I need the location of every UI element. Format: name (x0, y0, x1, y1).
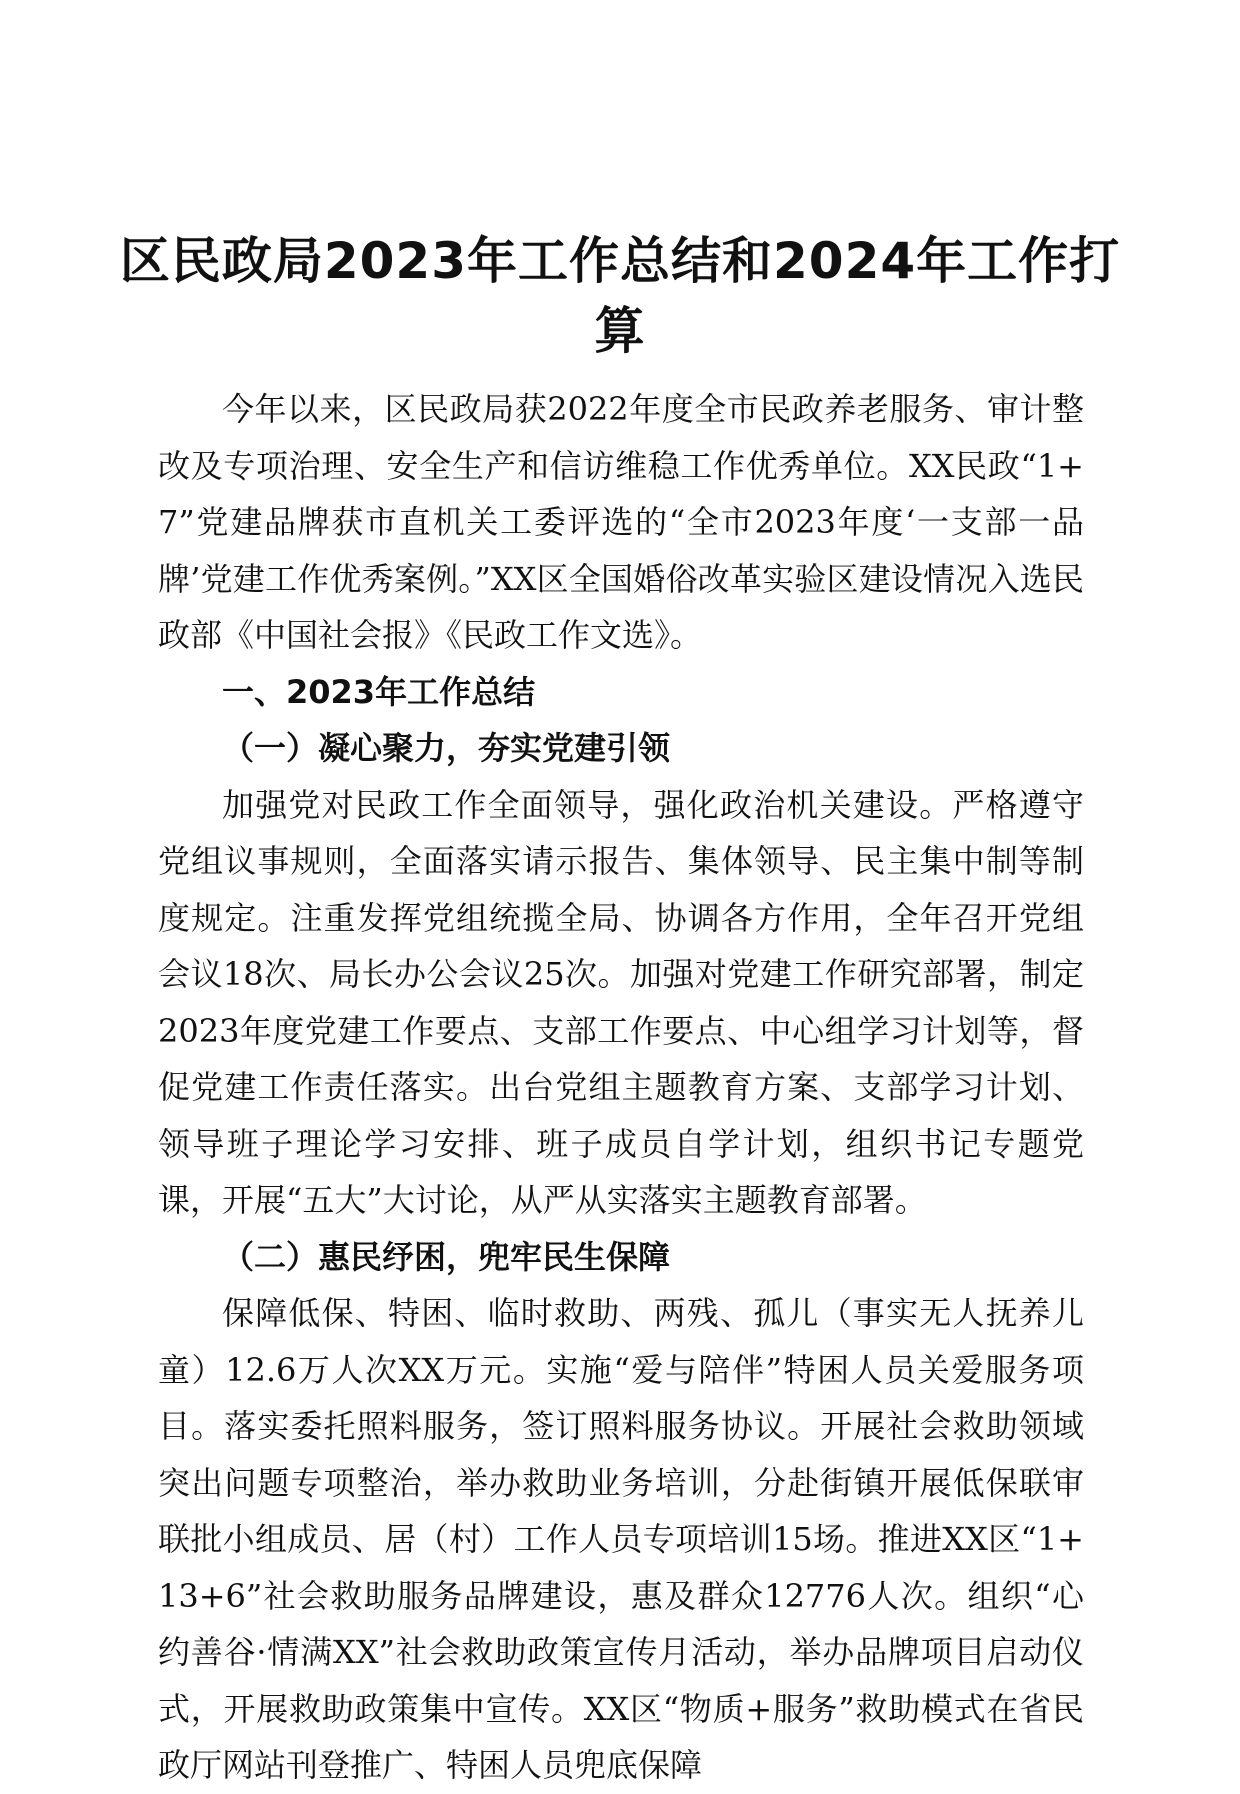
party-building-paragraph: 加强党对民政工作全面领导，强化政治机关建设。严格遵守党组议事规则，全面落实请示报告、集体领导、民主集中制等制度规定。注重发挥党组统揽全局、协调各方作用，全年召开党组会议18次、局长办公会议25次。加强对党建工作研究部署，制定2023年度党建工作要点、支部工作要点、中心组学习计划等，督促党建工作责任落实。出台党组主题教育方案、支部学习计划、领导班子理论学习安排、班子成员自学计划，组织书记专题党课，开展“五大”大讨论，从严从实落实主题教育部署。 (158, 785, 1084, 1219)
section-heading-summary-2023: 一、2023年工作总结 (222, 672, 536, 711)
document-body (158, 381, 1084, 1794)
subsection-heading-livelihood: （二）惠民纾困，兜牢民生保障 (222, 1237, 671, 1276)
document-title: 区民政局2023年工作总结和2024年工作打算 (119, 232, 1121, 360)
livelihood-paragraph: 保障低保、特困、临时救助、两残、孤儿（事实无人抚养儿童）12.6万人次XX万元。实施“爱与陪伴”特困人员关爱服务项目。落实委托照料服务，签订照料服务协议。开展社会救助领域突出问题专项整治，举办救助业务培训，分赴街镇开展低保联审联批小组成员、居（村）工作人员专项培训15场。推进XX区“1+13+6”社会救助服务品牌建设，惠及群众12776人次。组织“心约善谷·情满XX”社会救助政策宣传月活动，举办品牌项目启动仪式，开展救助政策集中宣传。XX区“物质+服务”救助模式在省民政厅网站刊登推广、特困人员兜底保障 (158, 1294, 1084, 1784)
intro-paragraph: 今年以来，区民政局获2022年度全市民政养老服务、审计整改及专项治理、安全生产和信访维稳工作优秀单位。XX民政“1+7”党建品牌获市直机关工委评选的“全市2023年度‘一支部一品牌’党建工作优秀案例。”XX区全国婚俗改革实验区建设情况入选民政部《中国社会报》《民政工作文选》。 (158, 390, 1084, 654)
subsection-heading-party-building: （一）凝心聚力，夯实党建引领 (222, 729, 671, 767)
